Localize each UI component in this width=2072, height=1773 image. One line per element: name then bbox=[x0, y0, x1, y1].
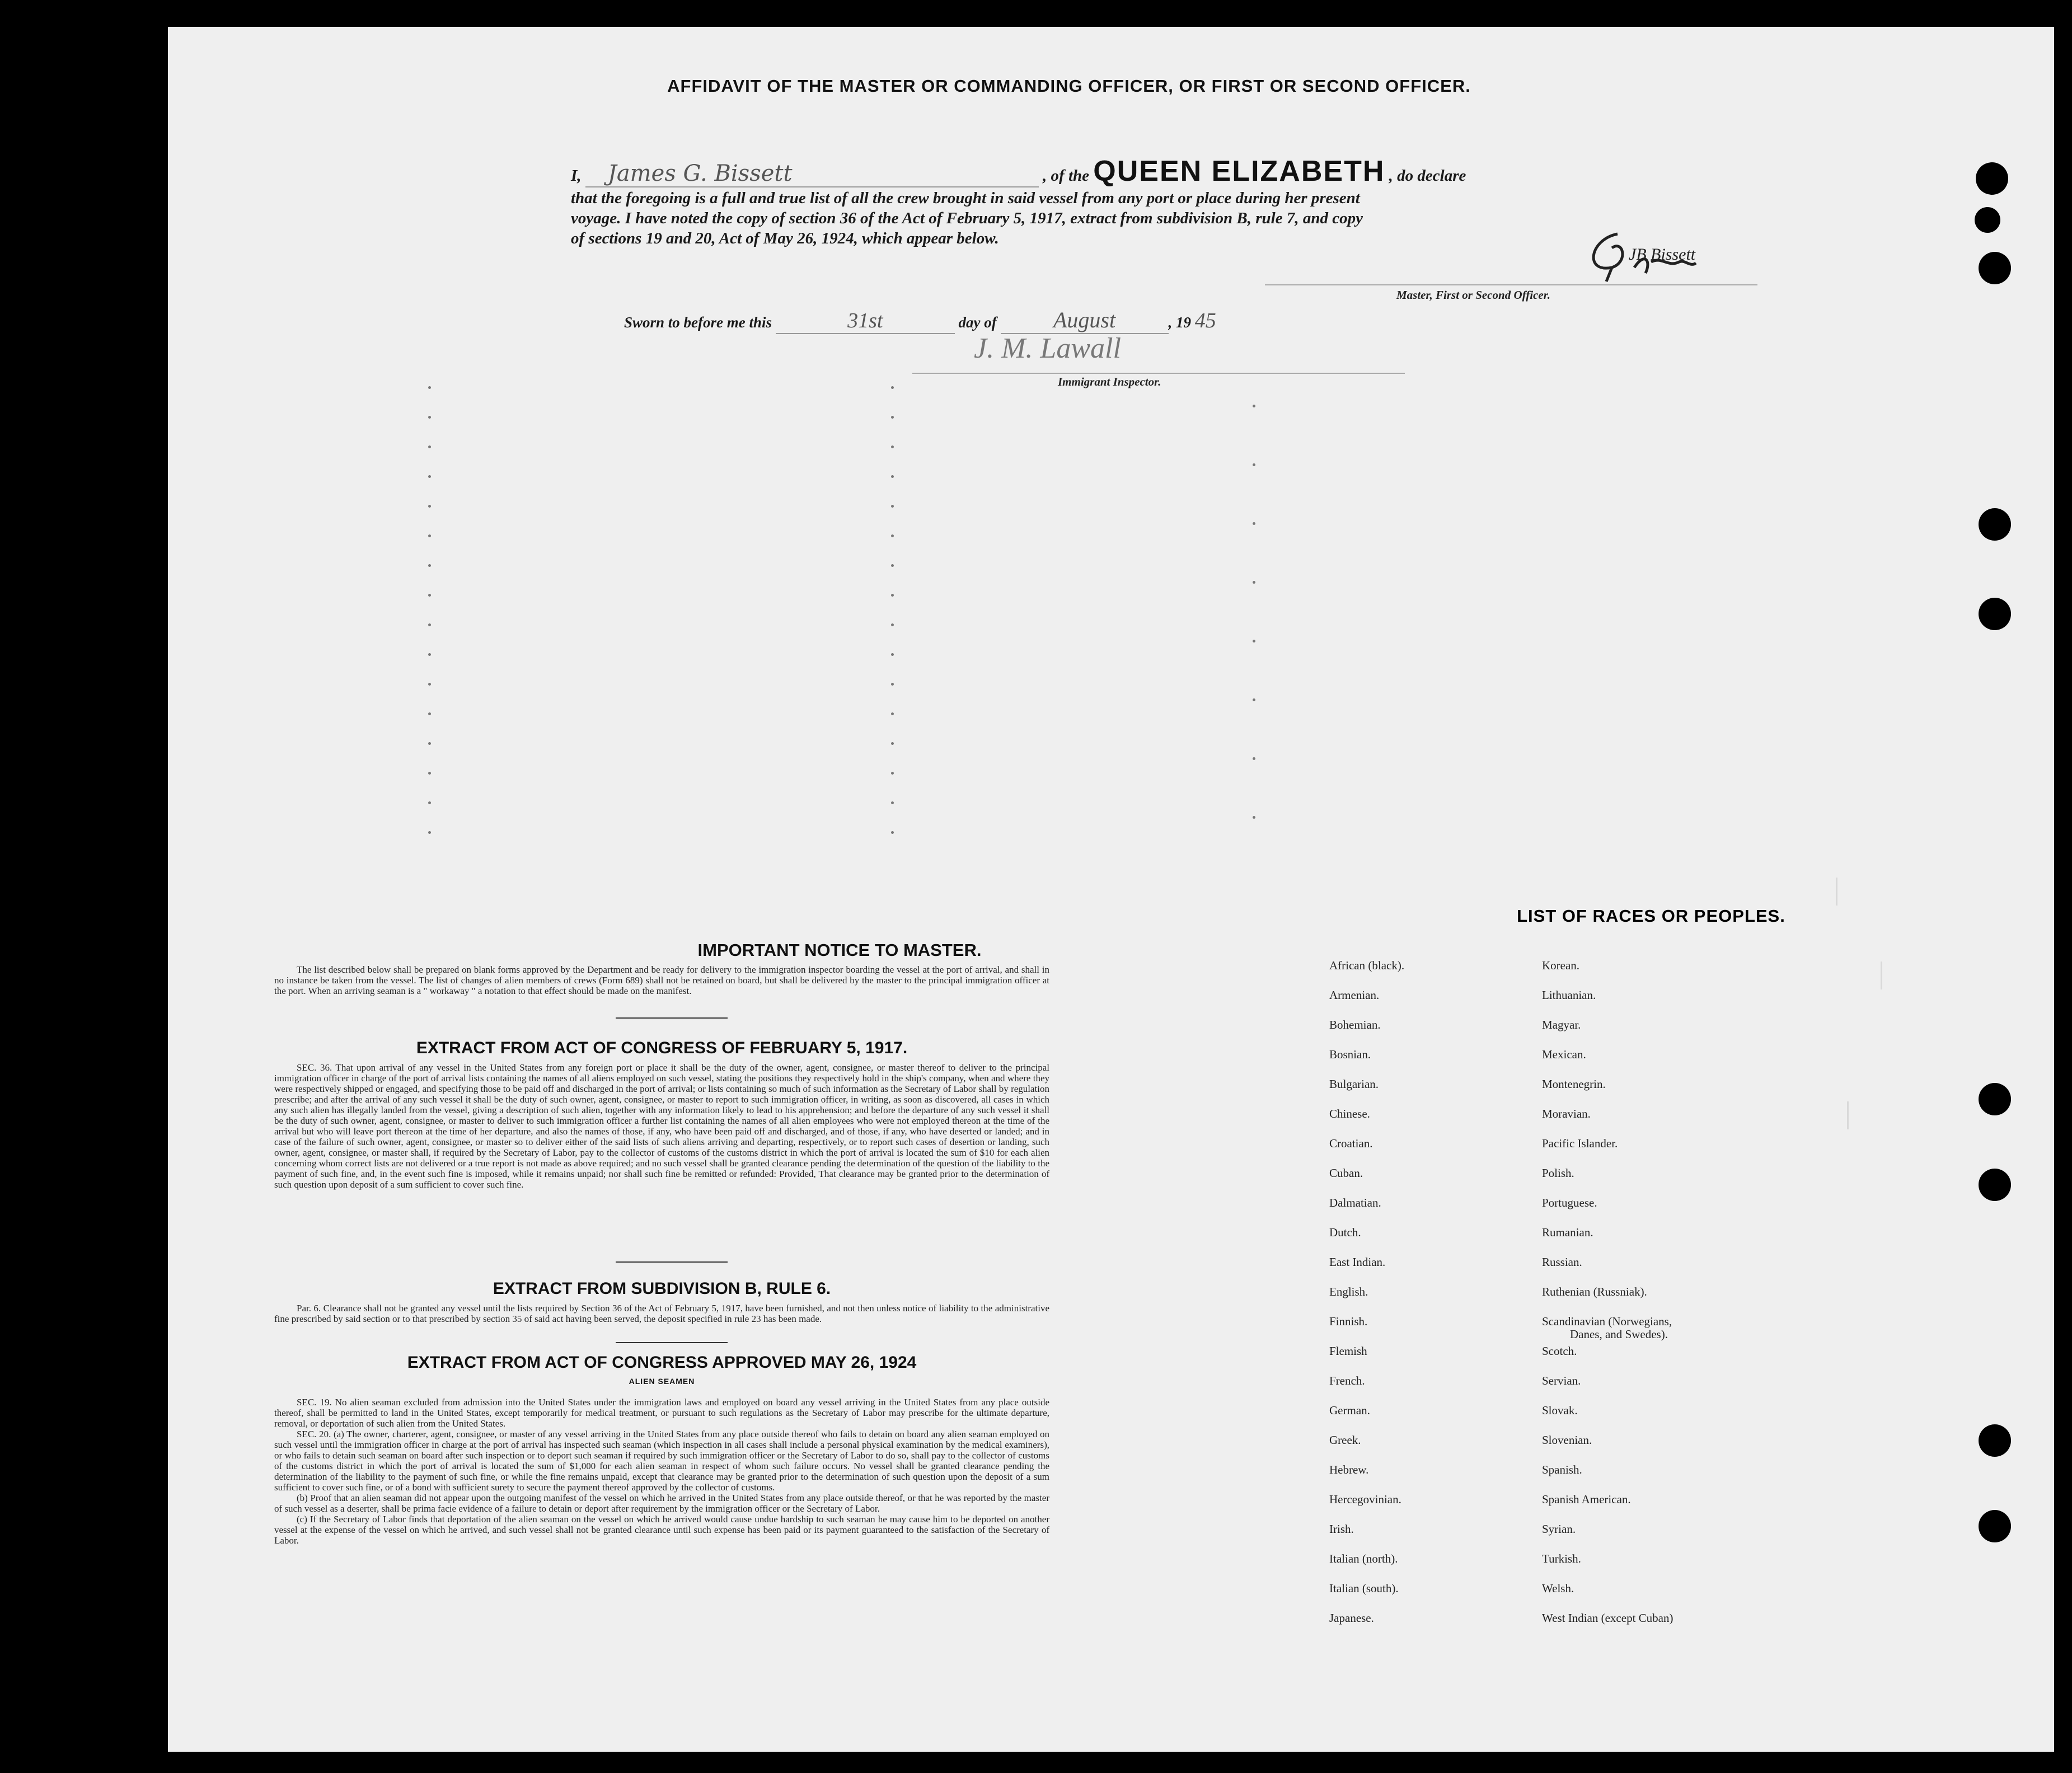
affidavit-body-line-3: of sections 19 and 20, Act of May 26, 1924, which appear below. bbox=[571, 229, 999, 247]
affidavit-body-line-2: voyage. I have noted the copy of section 36 of the Act of February 5, 1917, extract from subdivision B, rule 7, and copy bbox=[571, 209, 1363, 227]
race-item: Portuguese. bbox=[1542, 1196, 1597, 1209]
punch-hole bbox=[1975, 207, 2000, 233]
race-item: Russian. bbox=[1542, 1255, 1582, 1269]
column-dot bbox=[428, 534, 431, 537]
column-dot bbox=[428, 564, 431, 567]
race-item-continuation: Danes, and Swedes). bbox=[1570, 1328, 1668, 1341]
affidavit-intro: I, bbox=[571, 167, 582, 185]
sworn-line bbox=[624, 307, 1867, 334]
races-left-column bbox=[1329, 959, 1520, 1641]
declare-label: , do declare bbox=[1389, 167, 1466, 185]
column-dot bbox=[428, 831, 431, 834]
race-item: Pacific Islander. bbox=[1542, 1137, 1618, 1150]
race-item: Ruthenian (Russniak). bbox=[1542, 1285, 1647, 1298]
column-dot bbox=[428, 683, 431, 686]
column-dot bbox=[1253, 405, 1255, 407]
ship-name: QUEEN ELIZABETH bbox=[1093, 155, 1385, 187]
inspector-caption: Immigrant Inspector. bbox=[1058, 375, 1161, 388]
race-item: East Indian. bbox=[1329, 1255, 1386, 1269]
sworn-prefix: Sworn to before me this bbox=[624, 314, 772, 331]
column-dot bbox=[428, 416, 431, 419]
column-dot bbox=[428, 594, 431, 597]
column-dot bbox=[428, 505, 431, 508]
race-item: Hebrew. bbox=[1329, 1463, 1369, 1476]
master-signature-rule bbox=[1265, 284, 1757, 285]
race-item: Syrian. bbox=[1542, 1522, 1576, 1536]
race-item: Montenegrin. bbox=[1542, 1077, 1606, 1091]
column-dot bbox=[891, 653, 894, 656]
punch-hole bbox=[1979, 1510, 2011, 1542]
race-item: Welsh. bbox=[1542, 1582, 1574, 1595]
column-dot bbox=[891, 801, 894, 804]
notice-text bbox=[274, 964, 1049, 996]
race-item: Italian (south). bbox=[1329, 1582, 1399, 1595]
column-dot bbox=[428, 801, 431, 804]
column-dot bbox=[891, 564, 894, 567]
affidavit-declaration-line bbox=[571, 154, 1813, 188]
race-item: Korean. bbox=[1542, 959, 1580, 972]
year-prefix: , 19 bbox=[1168, 314, 1192, 331]
master-signature-caption: Master, First or Second Officer. bbox=[1396, 288, 1550, 302]
race-item: Irish. bbox=[1329, 1522, 1354, 1536]
race-item: Japanese. bbox=[1329, 1611, 1374, 1625]
extract-1924-subtitle: ALIEN SEAMEN bbox=[629, 1377, 695, 1386]
sworn-day: 31st bbox=[847, 309, 883, 332]
extract-rule6-paragraph: Par. 6. Clearance shall not be granted any vessel until the lists required by Section 36 of the Act of February 5, 1917, have been furnished, and not then unless notice of liability to the administrative fine prescribed by said section or to that prescribed by section 35 of said act having been served, the deposit specified in rule 23 has been made. bbox=[274, 1303, 1049, 1324]
master-signature-scribble bbox=[1444, 228, 1757, 284]
officer-name-handwritten: James G. Bissett bbox=[607, 161, 793, 186]
column-dot bbox=[891, 505, 894, 508]
sworn-month: August bbox=[1053, 307, 1116, 332]
extract-1924-sec19: SEC. 19. No alien seaman excluded from admission into the United States under the immigration laws and employed on board any vessel arriving in the United States from any place outside thereof, shall be permitted to land in the United States, except temporarily for medical treatment, or pursuant to such regulations as the Secretary of Labor may prescribe for the ultimate departure, removal, or deportation of such alien from the United States. bbox=[274, 1397, 1049, 1429]
race-item: Slovenian. bbox=[1542, 1433, 1592, 1447]
race-item: Lithuanian. bbox=[1542, 988, 1596, 1002]
extract-rule6-text bbox=[274, 1303, 1049, 1324]
extract-1917-title: EXTRACT FROM ACT OF CONGRESS OF FEBRUARY 5, 1917. bbox=[416, 1039, 908, 1057]
extract-rule6-title: EXTRACT FROM SUBDIVISION B, RULE 6. bbox=[493, 1279, 831, 1298]
column-dot bbox=[891, 594, 894, 597]
race-item: German. bbox=[1329, 1404, 1370, 1417]
race-item: Dutch. bbox=[1329, 1226, 1361, 1239]
race-item: Polish. bbox=[1542, 1166, 1574, 1180]
inspector-signature-rule bbox=[912, 373, 1405, 374]
race-item: Scotch. bbox=[1542, 1344, 1577, 1358]
race-item: Hercegovinian. bbox=[1329, 1493, 1401, 1506]
column-dot bbox=[891, 445, 894, 448]
punch-hole bbox=[1976, 162, 2008, 195]
column-dot bbox=[428, 742, 431, 745]
race-item: Greek. bbox=[1329, 1433, 1361, 1447]
notice-paragraph: The list described below shall be prepared on blank forms approved by the Department and be ready for delivery to the immigration inspector boarding the vessel at the port of arrival, and shall in no instance be taken from the vessel. The list of changes of alien members of crews (Form 689) shall not be retained on board, but shall be delivered by the master to the principal immigration officer at the port. When an arriving seaman is a " workaway " a notation to that effect should be made on the manifest. bbox=[274, 964, 1049, 996]
form-page bbox=[168, 27, 2054, 1752]
of-the-label: , of the bbox=[1043, 167, 1090, 185]
column-dot bbox=[1253, 640, 1255, 642]
races-title: LIST OF RACES OR PEOPLES. bbox=[1517, 906, 1785, 926]
race-item: English. bbox=[1329, 1285, 1368, 1298]
race-item: West Indian (except Cuban) bbox=[1542, 1611, 1673, 1625]
column-dot bbox=[428, 445, 431, 448]
extract-1924-text bbox=[274, 1397, 1049, 1546]
race-item: Scandinavian (Norwegians, bbox=[1542, 1315, 1672, 1328]
column-dot bbox=[891, 416, 894, 419]
punch-hole bbox=[1979, 508, 2011, 541]
extract-1917-text bbox=[274, 1062, 1049, 1190]
column-dot bbox=[891, 475, 894, 478]
inspector-signature: J. M. Lawall bbox=[974, 332, 1121, 364]
column-dot bbox=[428, 772, 431, 775]
race-item-scandinavian bbox=[1542, 1315, 1777, 1344]
race-item: Slovak. bbox=[1542, 1404, 1578, 1417]
column-dot bbox=[428, 386, 431, 389]
column-dot bbox=[891, 534, 894, 537]
bleed-mark bbox=[1881, 961, 2015, 989]
column-dot bbox=[428, 712, 431, 715]
race-item: Italian (north). bbox=[1329, 1552, 1398, 1565]
column-dot bbox=[1253, 522, 1255, 525]
sworn-year: 45 bbox=[1194, 309, 1216, 332]
column-dot bbox=[891, 712, 894, 715]
extract-1924-sec20b: (b) Proof that an alien seaman did not appear upon the outgoing manifest of the vessel on which he arrived in the United States from any place outside thereof, or that he was reported by the master of such vessel as a deserter, shall be prima facie evidence of a failure to detain or deport after requirement by the immigration officer or the Secretary of Labor. bbox=[274, 1493, 1049, 1514]
race-item: Bulgarian. bbox=[1329, 1077, 1379, 1091]
race-item: Finnish. bbox=[1329, 1315, 1368, 1328]
master-signature-text: JB Bissett bbox=[1629, 245, 1696, 264]
race-item: Rumanian. bbox=[1542, 1226, 1593, 1239]
race-item: Servian. bbox=[1542, 1374, 1581, 1387]
column-dot bbox=[891, 386, 894, 389]
column-dot bbox=[1253, 463, 1255, 466]
extract-1924-sec20c: (c) If the Secretary of Labor finds that deportation of the alien seaman on the vessel on which he arrived would cause undue hardship to such seaman he may cause him to be deported on another vessel at the expense of the vessel on which he arrived, and such vessel shall not be granted clearance until such expense has been paid or its payment guaranteed to the satisfaction of the Secretary of Labor. bbox=[274, 1514, 1049, 1546]
punch-hole bbox=[1979, 252, 2011, 284]
column-dot bbox=[1253, 757, 1255, 760]
race-item: Bosnian. bbox=[1329, 1048, 1371, 1061]
column-dot bbox=[891, 772, 894, 775]
affidavit-title: AFFIDAVIT OF THE MASTER OR COMMANDING OFFICER, OR FIRST OR SECOND OFFICER. bbox=[667, 76, 1471, 96]
race-item: Chinese. bbox=[1329, 1107, 1370, 1120]
punch-hole bbox=[1979, 598, 2011, 630]
master-signature bbox=[1444, 228, 1757, 284]
section-divider bbox=[616, 1017, 728, 1019]
column-dot bbox=[428, 653, 431, 656]
punch-hole bbox=[1979, 1424, 2011, 1457]
extract-1924-title: EXTRACT FROM ACT OF CONGRESS APPROVED MAY 26, 1924 bbox=[407, 1353, 917, 1372]
race-item: Flemish bbox=[1329, 1344, 1367, 1358]
race-item: Magyar. bbox=[1542, 1018, 1581, 1031]
race-item: Mexican. bbox=[1542, 1048, 1586, 1061]
column-dot bbox=[428, 475, 431, 478]
affidavit-body-line-1: that the foregoing is a full and true list of all the crew brought in said vessel from any port or place during her present bbox=[571, 189, 1360, 207]
race-item: African (black). bbox=[1329, 959, 1405, 972]
race-item: French. bbox=[1329, 1374, 1365, 1387]
column-dot bbox=[891, 831, 894, 834]
punch-hole bbox=[1979, 1169, 2011, 1201]
punch-hole bbox=[1979, 1083, 2011, 1115]
section-divider bbox=[616, 1261, 728, 1263]
extract-1917-paragraph: SEC. 36. That upon arrival of any vessel in the United States from any foreign port or place it shall be the duty of the owner, agent, consignee, or master thereof to deliver to the principal immigration officer in charge of the port of arrival lists containing the names of all aliens employed on such vessel, stating the positions they respectively hold in the ship's company, when and where they were respectively shipped or engaged, and specifying those to be paid off and discharged in the port of arrival; or lists containing so much of such information as the Secretary of Labor shall by regulation prescribe; and after the arrival of any such vessel it shall be the duty of such owner, agent, consignee, or master to report to such immigration officer, in writing, as soon as discovered, all cases in which any such alien has illegally landed from the vessel, giving a description of such alien, together with any information likely to lead to his apprehension; and before the departure of any such vessel it shall be the duty of such owner, agent, consignee, or master to deliver to such immigration officer a further list containing the names of all alien employees who were not employed thereon at the time of the arrival but who will leave port thereon at the time of her departure, and also the names of those, if any, who have been paid off and discharged, and of those, if any, who have deserted or landed; and in case of the failure of such owner, agent, consignee, or master so to deliver either of the said lists of such aliens arriving and departing, respectively, or to report such cases of desertion or landing, such owner, agent, consignee, or master shall, if required by the Secretary of Labor, pay to the collector of customs of the customs district in which the port of arrival is located the sum of $10 for each alien concerning whom correct lists are not delivered or a true report is not made as above required; and no such vessel shall be granted clearance pending the determination of the question of the liability to the payment of such fine, and, in the event such fine is imposed, while it remains unpaid; nor shall such fine be remitted or refunded: Provided, That clearance may be granted prior to the determination of such question upon deposit of a sum sufficient to cover such fine. bbox=[274, 1062, 1049, 1190]
section-divider bbox=[616, 1342, 728, 1343]
races-right-column bbox=[1542, 959, 1777, 1641]
notice-title: IMPORTANT NOTICE TO MASTER. bbox=[697, 940, 982, 960]
race-item: Bohemian. bbox=[1329, 1018, 1381, 1031]
extract-1924-sec20a: SEC. 20. (a) The owner, charterer, agent, consignee, or master of any vessel arriving in the United States from any place outside thereof who fails to detain on board any alien seaman employed on such vessel until the immigration officer in charge at the port of arrival has inspected such seaman (which inspection in all cases shall include a personal physical examination by the medical examiners), or who fails to detain such seaman on board after such inspection or to deport such seaman if required by such immigration officer or the Secretary of Labor to do so, shall pay to the collector of customs of the customs district in which the port of arrival is located the sum of $1,000 for each alien seaman in respect of whom such failure occurs. No vessel shall be granted clearance pending the determination of the liability to the payment of such fine, or while the fine remains unpaid, except that clearance may be granted prior to the determination of such question upon the deposit of a sum sufficient to cover such fine, or of a bond with sufficient surety to secure the payment thereof approved by the collector of customs. bbox=[274, 1429, 1049, 1493]
race-item: Spanish. bbox=[1542, 1463, 1582, 1476]
bleed-mark bbox=[1836, 878, 2015, 906]
race-item: Cuban. bbox=[1329, 1166, 1363, 1180]
race-item: Spanish American. bbox=[1542, 1493, 1631, 1506]
day-of-label: day of bbox=[958, 314, 997, 331]
race-item: Turkish. bbox=[1542, 1552, 1581, 1565]
race-item: Dalmatian. bbox=[1329, 1196, 1381, 1209]
column-dot bbox=[1253, 816, 1255, 819]
column-dot bbox=[428, 623, 431, 626]
column-dot bbox=[891, 623, 894, 626]
column-dot bbox=[891, 742, 894, 745]
race-item: Armenian. bbox=[1329, 988, 1380, 1002]
race-item: Moravian. bbox=[1542, 1107, 1591, 1120]
column-dot bbox=[891, 683, 894, 686]
race-item: Croatian. bbox=[1329, 1137, 1373, 1150]
column-dot bbox=[1253, 698, 1255, 701]
column-dot bbox=[1253, 581, 1255, 584]
